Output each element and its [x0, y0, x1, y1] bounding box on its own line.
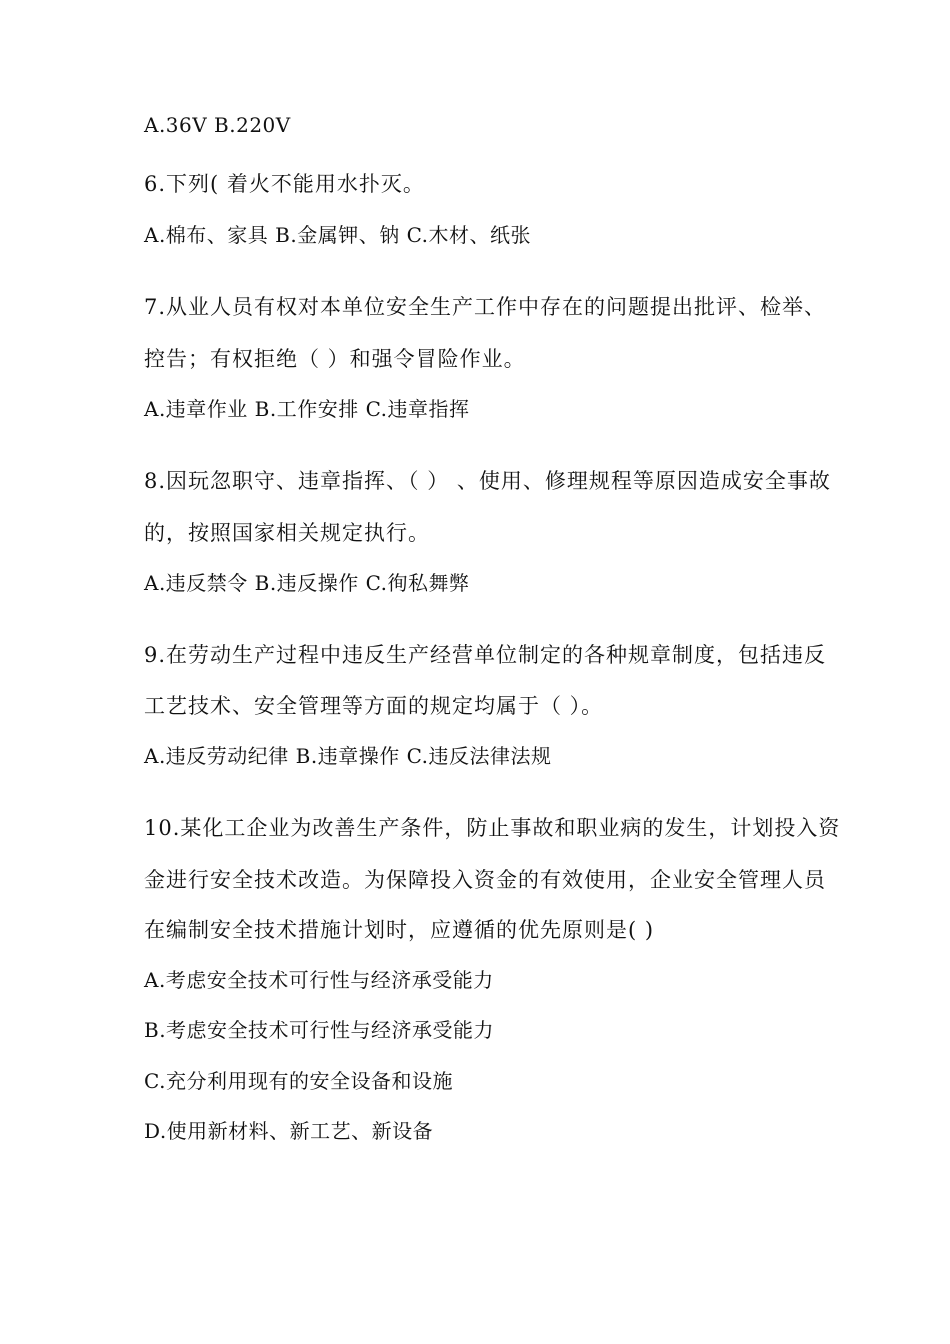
answer-options-q9: A.违反劳动纪律 B.违章操作 C.违反法律法规: [144, 744, 552, 768]
answer-option-10d: D.使用新材料、新工艺、新设备: [144, 1119, 434, 1143]
question-9-line-2: 工艺技术、安全管理等方面的规定均属于（ ）。: [144, 694, 604, 718]
question-10-line-3: 在编制安全技术措施计划时，应遵循的优先原则是( ): [144, 918, 655, 942]
answer-options-q5: A.36V B.220V: [144, 113, 291, 137]
question-8-line-1: 8.因玩忽职守、违章指挥、（ ） 、使用、修理规程等原因造成安全事故: [144, 469, 831, 493]
question-6: 6.下列( 着火不能用水扑灭。: [144, 172, 425, 196]
answer-options-q8: A.违反禁令 B.违反操作 C.徇私舞弊: [144, 571, 470, 595]
answer-options-q7: A.违章作业 B.工作安排 C.违章指挥: [144, 397, 470, 421]
question-7-line-1: 7.从业人员有权对本单位安全生产工作中存在的问题提出批评、检举、: [144, 295, 827, 319]
question-7-line-2: 控告；有权拒绝（ ）和强令冒险作业。: [144, 347, 526, 371]
question-10-line-2: 金进行安全技术改造。为保障投入资金的有效使用，企业安全管理人员: [144, 868, 826, 892]
answer-option-10c: C.充分利用现有的安全设备和设施: [144, 1069, 453, 1093]
answer-options-q6: A.棉布、家具 B.金属钾、钠 C.木材、纸张: [144, 223, 532, 247]
question-9-line-1: 9.在劳动生产过程中违反生产经营单位制定的各种规章制度，包括违反: [144, 643, 827, 667]
answer-option-10a: A.考虑安全技术可行性与经济承受能力: [144, 968, 494, 992]
answer-option-10b: B.考虑安全技术可行性与经济承受能力: [144, 1018, 495, 1042]
question-10-line-1: 10.某化工企业为改善生产条件，防止事故和职业病的发生，计划投入资: [144, 816, 841, 840]
question-8-line-2: 的，按照国家相关规定执行。: [144, 521, 430, 545]
